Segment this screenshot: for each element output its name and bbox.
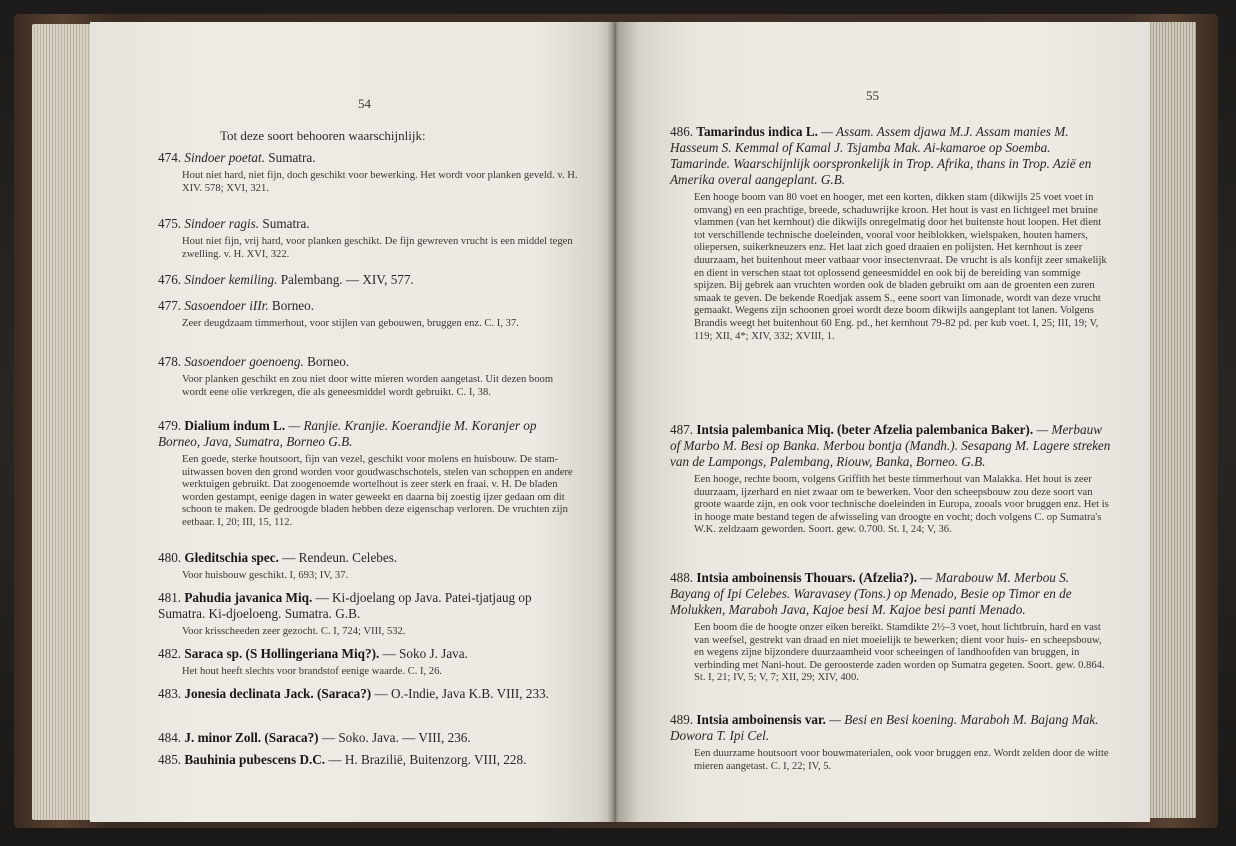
entry-477: 477. Sasoendoer iIIr. Borneo. Zeer deugdzaam timmerhout, voor stijlen van gebouwen, bruggen enz. C. I, 37. [158,298,519,329]
entry-475: 475. Sindoer ragis. Sumatra. Hout niet fijn, vrij hard, voor planken geschikt. De fijn gewreven vrucht is een middel tegen zwelling. v. H. XVI, 322. [158,216,573,260]
entry-484: 484. J. minor Zoll. (Saraca?) — Soko. Java. — VIII, 236. [158,730,471,745]
entry-479: 479. Dialium indum L. — Ranjie. Kranjie. Koerandjie M. Koranjer op Borneo, Java, Sumatra, Borneo G.B. Een goede, sterke houtsoort, fijn van vezel, geschikt voor molens en huisbouw. De stam-uitwassen boven den grond worden voor goudwaschschotels, stelen van schoppen en andere werktuigen gebruikt. Dat zoogenoemde wortelhout is zeer sterk en fraai. v. H. De bladen worden gestampt, eenige dagen in water geweekt en daarna bij zoestig ijzer gedaan om dit schoon te maken. De gedroogde bladen hebben deze eigenschap verloren. De vruchten zijn eetbaar. I, 20; III, 15, 112. [158,418,573,528]
entry-481: 481. Pahudia javanica Miq. — Ki-djoelang op Java. Patei-tjatjaug op Sumatra. Ki-djoeloeng. Sumatra. G.B. Voor krisscheeden zeer gezocht. C. I, 724; VIII, 532. [158,590,532,637]
entry-480: 480. Gleditschia spec. — Rendeun. Celebes. Voor huisbouw geschikt. I, 693; IV, 37. [158,550,398,581]
intro-line: Tot deze soort behooren waarschijnlijk: [220,128,426,143]
entry-476: 476. Sindoer kemiling. Palembang. — XIV, 577. [158,272,414,287]
entry-487: 487. Intsia palembanica Miq. (beter Afzelia palembanica Baker). — Merbauw of Marbo M. Besi op Banka. Merbou bontja (Mandh.). Sesapang M. Lagere streken van de Lampongs, Palembang, Riouw, Banka, Borneo. G.B. Een hooge, rechte boom, volgens Griffith het beste timmerhout van Malakka. Het hout is zeer duurzaam, ijzerhard en niet zwaar om te bewerken. Voor den scheepsbouw zou deze soort van groote waarde zijn, en ook voor technische doeleinden in Europa, zooals voor bruggen enz. Het is in hooge mate bestand tegen de afwisseling van droogte en vocht; doch volgens C. op Sumatra's W.K. zeldzaam geworden. Soort. gew. 0.700. St. I, 24; V, 36. [670,422,1111,536]
page-edges-left [32,24,92,820]
entry-482: 482. Saraca sp. (S Hollingeriana Miq?). — Soko J. Java. Het hout heeft slechts voor brandstof eenige waarde. C. I, 26. [158,646,468,677]
left-page [90,22,612,822]
page-number: 54 [358,96,371,111]
entry-474: 474. Sindoer poetat. Sumatra. Hout niet hard, niet fijn, doch geschikt voor bewerking. Het wordt voor planken geveld. v. H. XIV. 578; XVI, 321. [158,150,578,194]
entry-486: 486. Tamarindus indica L. — Assam. Assem djawa M.J. Assam manies M. Hasseum S. Kemmal of Kamal J. Tsjamba Mak. Ai-kamaroe op Soemba. Tamarinde. Waarschijnlijk oorspronkelijk in Trop. Afrika, thans in Trop. Azië en Amerika overal aangeplant. G.B. Een hooge boom van 80 voet en hooger, met een korten, dikken stam (dikwijls 25 voet voet in omvang) en een prachtige, breede, schaduwrijke kroon. Het hout is vast en lichtgeel met bruine vlammen (van het kernhout) die dikwijls onregelmatig door het buitenste hout loopen. Het dient tot verschillende technische doeleinden, vooral voor heiblokken, wielspaken, houten hamers, oliepersen, suikerkneuzers enz. Het laat zich goed draaien en polijsten. Het kernhout is zeer duurzaam, het buitenhout meer vatbaar voor insectenvraat. De vrucht is als konfijt zeer smakelijk en dient in verschen staat tot oplossend geneesmiddel en ook bij de bereiding van sommige spijzen. Bij gebrek aan vruchten worden ook de bladen gebruikt om aan de groenten een zuren smaak te geven. De bekende Roedjak assem S., eene soort van limonade, wordt van deze vrucht gemaakt. Wegens zijn schoonen groei wordt deze boom dikwijls aangeplant tot lanen. Volgens Brandis weegt het buitenhout 60 Eng. pd., het kernhout 79-82 pd. per kub voet. I, 25; III, 19; V, 119; XII, 4*; XIV, 332; XVIII, 1. [670,124,1107,342]
entry-488: 488. Intsia amboinensis Thouars. (Afzelia?). — Marabouw M. Merbou S. Bayang of Ipi Celebes. Waravasey (Tons.) op Menado, Besie op Timor en de Molukken, Maraboh Java, Kajoe besi M. Kajoe besi panti Menado. Een boom die de hoogte onzer eiken bereikt. Stamdikte 2½–3 voet, hout lichtbruin, hard en vast van weefsel, gestrekt van draad en niet moeielijk te bewerken; dient voor huis- en scheepsbouw, en wegens zijne bijzondere duurzaamheid voor scheeingen of landhoofden van bruggen, in verbinding met Nani-hout. De geroosterde zaden worden op Sumatra gegeten. Soort. gew. 0.864. St. I, 21; IV, 5; V, 7; XII, 29; XIV, 400. [670,570,1105,684]
page-number: 55 [866,88,879,103]
entry-489: 489. Intsia amboinensis var. — Besi en Besi koening. Maraboh M. Bajang Mak. Dowora T. Ipi Cel. Een duurzame houtsoort voor bouwmaterialen, ook voor bruggen enz. Wordt zelden door de witte mieren aangetast. C. I, 22; IV, 5. [670,712,1109,772]
entry-478: 478. Sasoendoer goenoeng. Borneo. Voor planken geschikt en zou niet door witte mieren worden aangetast. Uit dezen boom wordt eene olie verkregen, die als geneesmiddel wordt gebruikt. C. I, 38. [158,354,554,398]
page-edges-right [1142,22,1196,818]
entry-485: 485. Bauhinia pubescens D.C. — H. Brazilië, Buitenzorg. VIII, 228. [158,752,527,767]
right-page [618,22,1150,822]
entry-483: 483. Jonesia declinata Jack. (Saraca?) — O.-Indie, Java K.B. VIII, 233. [158,686,549,701]
